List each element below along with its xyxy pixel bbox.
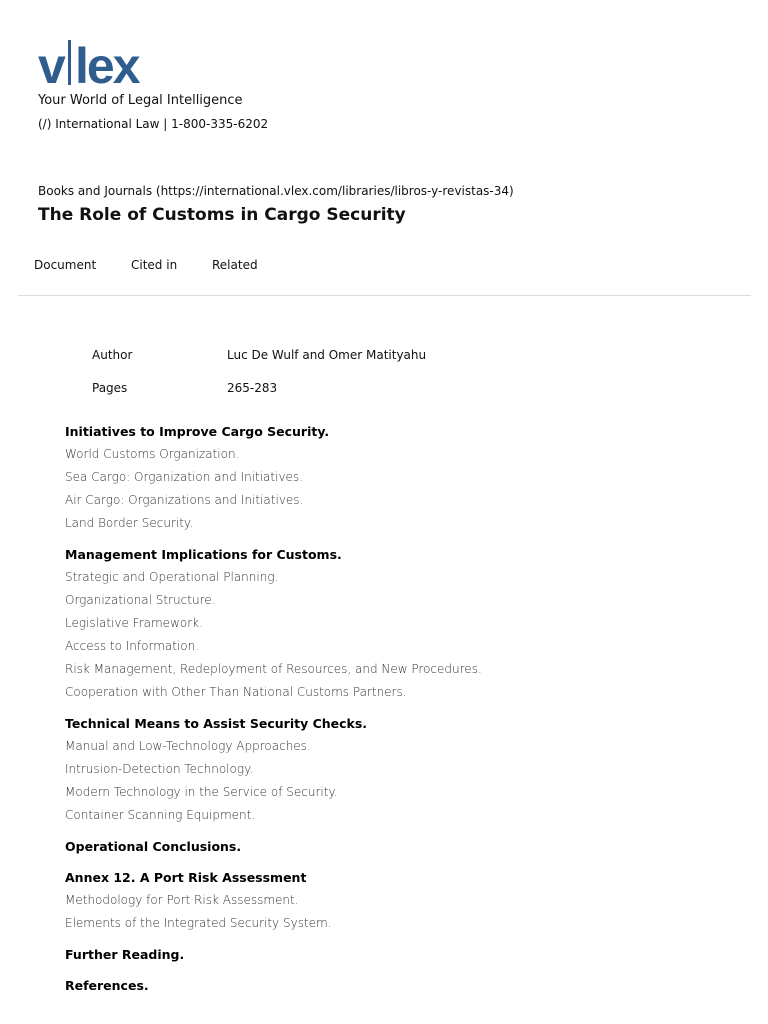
breadcrumb[interactable]: Books and Journals (https://international.vlex.com/libraries/libros-y-revistas-34): [38, 184, 514, 198]
pages-value: 265-283: [227, 381, 278, 395]
pages-label: Pages: [92, 381, 128, 395]
section-gap: [65, 969, 745, 978]
toc-item[interactable]: Strategic and Operational Planning.: [65, 570, 279, 584]
toc-heading[interactable]: Technical Means to Assist Security Checks.: [65, 716, 368, 731]
toc-heading[interactable]: Initiatives to Improve Cargo Security.: [65, 424, 330, 439]
toc-item[interactable]: Intrusion-Detection Technology.: [65, 762, 254, 776]
toc-item[interactable]: Container Scanning Equipment.: [65, 808, 256, 822]
toc-item[interactable]: Elements of the Integrated Security System.: [65, 916, 332, 930]
svg-text:lex: lex: [75, 38, 139, 88]
toc-section: [65, 839, 745, 861]
toc-section: [65, 978, 745, 1000]
tab-divider: [18, 295, 751, 296]
svg-text:v: v: [38, 38, 65, 88]
tagline: Your World of Legal Intelligence: [38, 93, 243, 108]
toc-heading[interactable]: Management Implications for Customs.: [65, 547, 342, 562]
toc-item[interactable]: Methodology for Port Risk Assessment.: [65, 893, 299, 907]
toc-item[interactable]: World Customs Organization.: [65, 447, 240, 461]
toc-heading[interactable]: Operational Conclusions.: [65, 839, 242, 854]
toc-item[interactable]: Manual and Low-Technology Approaches.: [65, 739, 311, 753]
tab-bar: [0, 258, 768, 278]
toc-item[interactable]: Land Border Security.: [65, 516, 194, 530]
toc-item[interactable]: Legislative Framework.: [65, 616, 203, 630]
vlex-logo-mark: [38, 38, 142, 88]
author-label: Author: [92, 348, 133, 362]
toc-item[interactable]: Modern Technology in the Service of Security.: [65, 785, 338, 799]
toc-section: [65, 716, 745, 830]
toc-item[interactable]: Cooperation with Other Than National Customs Partners.: [65, 685, 407, 699]
toc-heading[interactable]: References.: [65, 978, 149, 993]
page-title: The Role of Customs in Cargo Security: [38, 205, 406, 225]
toc-item[interactable]: Sea Cargo: Organization and Initiatives.: [65, 470, 303, 484]
section-gap: [65, 538, 745, 547]
contact-line[interactable]: (/) International Law | 1-800-335-6202: [38, 117, 269, 131]
table-of-contents: [65, 424, 745, 1000]
section-gap: [65, 830, 745, 839]
toc-section: [65, 947, 745, 969]
section-gap: [65, 707, 745, 716]
toc-section: [65, 547, 745, 707]
toc-item[interactable]: Access to Information.: [65, 639, 200, 653]
toc-item[interactable]: Organizational Structure.: [65, 593, 216, 607]
vlex-logo[interactable]: [38, 38, 142, 88]
toc-item[interactable]: Risk Management, Redeployment of Resources, and New Procedures.: [65, 662, 482, 676]
toc-heading[interactable]: Annex 12. A Port Risk Assessment: [65, 870, 307, 885]
tab-related[interactable]: Related: [212, 258, 258, 272]
section-gap: [65, 938, 745, 947]
toc-section: [65, 870, 745, 938]
toc-heading[interactable]: Further Reading.: [65, 947, 185, 962]
toc-section: [65, 424, 745, 538]
toc-item[interactable]: Air Cargo: Organizations and Initiatives.: [65, 493, 304, 507]
section-gap: [65, 861, 745, 870]
author-value: Luc De Wulf and Omer Matityahu: [227, 348, 427, 362]
tab-document[interactable]: Document: [34, 258, 97, 272]
tab-cited-in[interactable]: Cited in: [131, 258, 178, 272]
